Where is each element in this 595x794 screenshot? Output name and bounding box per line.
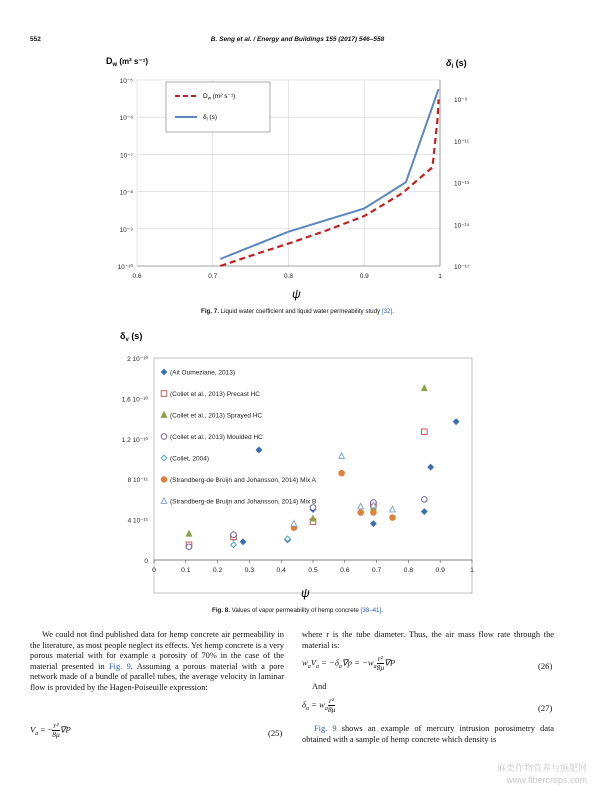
- fig7-right-tick-label: 10⁻⁹: [454, 97, 468, 104]
- fig8-y-tick-label: 1.6 10⁻¹⁰: [121, 396, 148, 404]
- fig7-legend-dl-label: $\delta_l$ (s): [203, 114, 218, 122]
- left-column: [30, 630, 284, 694]
- fig7-x-tick-label: 0.6: [132, 273, 142, 280]
- fig8-x-tick-label: 0.7: [371, 567, 382, 574]
- fig8-point-series-6: [371, 510, 377, 516]
- fig8-legend-marker-2: [161, 391, 167, 397]
- fig8-legend-label-3: (Collet et al., 2013) Sprayed HC: [170, 412, 263, 420]
- fig9-link-right[interactable]: Fig. 9: [314, 724, 337, 733]
- fig8-x-tick-label: 0.9: [435, 567, 445, 574]
- fig7-left-tick-label: 10⁻¹⁰: [117, 264, 133, 271]
- fig7-left-tick-label: 10⁻⁸: [119, 189, 133, 197]
- fig8-legend-marker-4: [161, 434, 167, 440]
- equation-26-number: (26): [538, 661, 553, 671]
- fig8-x-tick-label: 0.4: [276, 567, 286, 574]
- fig7-right-tick-label: 10⁻¹⁷: [454, 264, 470, 271]
- equation-26: $w_aV_a = -\delta_a\nabla p = -w_a$ $\frac{\text{r²}}{8\mu}$ ∇P: [302, 654, 396, 672]
- figure-7-caption: Fig. 7. Liquid water coefficient and liquid water permeability study [32].: [201, 308, 394, 315]
- fig8-y-axis-title: $\delta_v$ (s): [120, 331, 143, 343]
- fig7-left-tick-label: 10⁻⁹: [119, 226, 133, 234]
- fig8-legend-label-2: (Collet et al., 2013) Precast HC: [170, 391, 260, 398]
- fig7-left-tick-label: 10⁻⁶: [119, 115, 133, 123]
- fig8-legend-label-7: (Strandberg-de Bruijn and Johansson, 2014) Mix B: [170, 498, 317, 506]
- and-text: And: [312, 682, 327, 691]
- fig8-x-tick-label: 0.1: [181, 567, 191, 574]
- fig7-right-axis-title: $\delta_l$ (s): [446, 58, 467, 70]
- fig8-point-series-4: [422, 497, 428, 503]
- fig8-point-series-4: [231, 532, 237, 538]
- fig7-right-tick-label: 10⁻¹⁵: [454, 222, 470, 230]
- fig8-point-series-2: [422, 429, 428, 435]
- fig9-link-left[interactable]: Fig. 9: [108, 661, 131, 671]
- fig7-left-tick-label: 10⁻⁷: [119, 152, 133, 160]
- right-column: [302, 630, 554, 651]
- watermark: 麻类作物营养与施肥网 www.fibercrops.com: [496, 763, 587, 785]
- fig8-x-tick-label: 0.8: [403, 567, 414, 574]
- fig8-x-tick-label: 0.2: [212, 567, 223, 574]
- fig7-x-tick-label: 1: [438, 273, 442, 280]
- equation-25-number: (25): [268, 728, 283, 738]
- fig7-x-tick-label: 0.8: [283, 273, 294, 280]
- fig7-x-tick-label: 0.7: [208, 273, 218, 280]
- fig8-y-tick-label: 4 10⁻¹¹: [127, 517, 148, 525]
- paragraph-mercury-porosimetry: Fig. 9 shows an example of mercury intrusion porosimetry data obtained with a sample of hemp concrete which density is: [302, 724, 554, 744]
- paragraph-air-permeability: We could not find published data for hemp concrete air permeability in the literature, as most people neglect its effects. Yet hemp concrete is a very porous material with for example a porosity of 70% in the case of the material presented in Fig. 9. Assuming a porous material with a pore network made of a bundle of parallel tubes, the average velocity in laminar flow is provided by the Hagen-Poiseuille expression:: [30, 630, 284, 692]
- figure-7-chart: [0, 0, 595, 330]
- equation-27-number: (27): [538, 703, 553, 713]
- figure-8-ref-link[interactable]: [38–41]: [360, 607, 382, 614]
- fig8-point-series-4: [310, 505, 316, 511]
- fig8-y-tick-label: 1.2 10⁻¹⁰: [121, 436, 148, 444]
- equation-27: $\delta_a = w_a$ $\frac{\text{r²}}{8\mu}$: [302, 696, 336, 714]
- running-header: B. Seng et al. / Energy and Buildings 155 (2017) 546–558: [210, 36, 385, 43]
- fig8-point-series-6: [339, 470, 345, 476]
- fig8-legend-label-5: (Collet, 2004): [170, 455, 210, 463]
- figure-8-chart: [0, 325, 595, 605]
- fig7-x-tick-label: 0.9: [359, 273, 369, 280]
- fig7-legend-box: [166, 82, 270, 132]
- fig7-right-tick-label: 10⁻¹³: [454, 180, 469, 188]
- page-number: 552: [30, 36, 41, 43]
- paragraph-tube-diameter: where r is the tube diameter. Thus, the air mass flow rate through the material is:: [302, 630, 554, 650]
- fig8-legend-label-4: (Collet et al., 2013) Moulded HC: [170, 434, 263, 441]
- fig8-y-tick-label: 8 10⁻¹¹: [127, 477, 148, 485]
- fig8-legend-label-1: (Ait Oumeziane, 2013): [170, 369, 236, 377]
- equation-25: $V_a$ = − $\frac{\text{r²}}{8\mu}$ ∇P: [30, 721, 71, 739]
- figure-8-caption: Fig. 8. Values of vapor permeability of hemp concrete [38–41].: [212, 607, 383, 614]
- fig8-x-tick-label: 0: [152, 567, 156, 574]
- fig8-x-tick-label: 0.5: [308, 567, 318, 574]
- fig8-x-tick-label: 0.3: [244, 567, 255, 574]
- fig8-point-series-6: [390, 515, 396, 521]
- fig7-legend-dw-label: $D_w$ (m² s⁻¹): [203, 93, 236, 101]
- fig8-y-tick-label: 2 10⁻¹⁰: [127, 356, 148, 363]
- fig8-x-tick-label: 1: [470, 567, 474, 574]
- figure-7-ref-link[interactable]: [32]: [381, 308, 393, 315]
- fig7-left-tick-label: 10⁻⁵: [119, 78, 133, 85]
- fig8-x-axis-title: ψ: [301, 586, 310, 600]
- fig7-left-axis-title: $D_w$ (m² s⁻¹): [106, 56, 149, 68]
- fig7-right-tick-label: 10⁻¹¹: [454, 138, 469, 146]
- fig8-legend-marker-6: [161, 477, 167, 483]
- fig8-legend-label-6: (Strandberg-de Bruijn and Johansson, 2014) Mix A: [170, 477, 316, 484]
- fig8-x-tick-label: 0.6: [340, 567, 350, 574]
- fig8-y-tick-label: 0: [144, 558, 148, 565]
- fig8-point-series-6: [358, 510, 364, 516]
- fig7-x-axis-title: ψ: [292, 287, 301, 301]
- fig8-point-series-4: [186, 544, 192, 550]
